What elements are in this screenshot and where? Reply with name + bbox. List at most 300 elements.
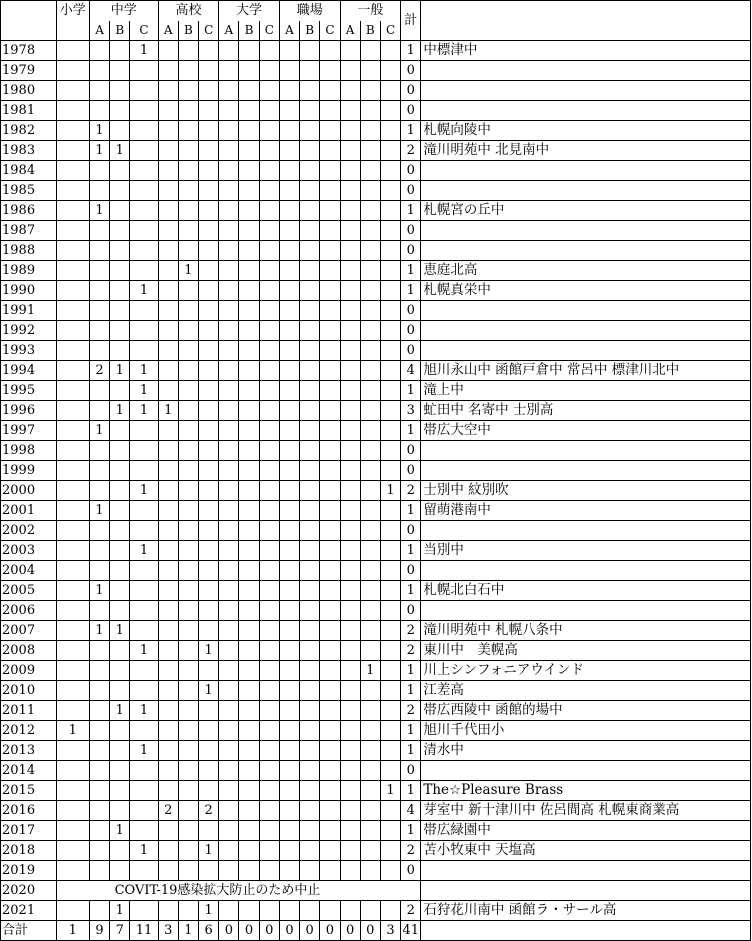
count-cell	[130, 781, 158, 801]
count-cell	[178, 481, 198, 501]
count-cell	[360, 601, 380, 621]
schools-cell	[421, 461, 751, 481]
count-cell	[110, 461, 130, 481]
count-cell	[380, 741, 400, 761]
header-group-ippan: 一般	[340, 1, 401, 22]
count-cell	[340, 621, 360, 641]
count-cell	[259, 781, 279, 801]
year-cell: 2004	[1, 561, 57, 581]
count-cell	[300, 901, 320, 921]
count-cell	[89, 461, 109, 481]
count-cell	[56, 81, 89, 101]
count-cell	[300, 301, 320, 321]
table-row	[1, 541, 751, 561]
count-cell	[279, 841, 299, 861]
count-cell	[320, 261, 340, 281]
count-cell	[239, 441, 259, 461]
count-cell	[89, 601, 109, 621]
count-cell	[110, 161, 130, 181]
row-total-cell: 1	[401, 661, 421, 681]
count-cell	[300, 201, 320, 221]
header-sub-a: A	[340, 21, 360, 41]
count-cell	[199, 261, 219, 281]
count-cell	[360, 81, 380, 101]
count-cell	[380, 541, 400, 561]
count-cell	[300, 81, 320, 101]
count-cell	[199, 461, 219, 481]
count-cell	[300, 861, 320, 881]
count-cell	[340, 381, 360, 401]
count-cell	[300, 181, 320, 201]
schools-cell: 川上シンフォニアウインド	[421, 661, 751, 681]
count-cell	[259, 401, 279, 421]
count-cell	[178, 641, 198, 661]
count-cell	[158, 381, 178, 401]
count-cell: 1	[89, 501, 109, 521]
count-cell	[219, 361, 239, 381]
count-cell	[89, 761, 109, 781]
count-cell	[259, 601, 279, 621]
count-cell	[279, 361, 299, 381]
count-cell	[89, 281, 109, 301]
row-total-cell: 1	[401, 781, 421, 801]
count-cell	[320, 661, 340, 681]
count-cell	[199, 601, 219, 621]
count-cell	[239, 741, 259, 761]
count-cell	[380, 241, 400, 261]
count-cell	[340, 421, 360, 441]
row-total-cell: 2	[401, 621, 421, 641]
count-cell	[178, 301, 198, 321]
count-cell	[320, 361, 340, 381]
year-cell: 1984	[1, 161, 57, 181]
table-row	[1, 161, 751, 181]
count-cell	[300, 461, 320, 481]
count-cell	[178, 361, 198, 381]
schools-cell: 留萌港南中	[421, 501, 751, 521]
count-cell	[219, 861, 239, 881]
count-cell	[158, 901, 178, 921]
count-cell	[279, 581, 299, 601]
count-cell	[158, 281, 178, 301]
count-cell	[130, 121, 158, 141]
count-cell	[89, 301, 109, 321]
count-cell	[340, 341, 360, 361]
schools-cell	[421, 881, 751, 901]
count-cell	[158, 261, 178, 281]
count-cell	[219, 381, 239, 401]
year-cell: 1985	[1, 181, 57, 201]
header-sub-c: C	[130, 21, 158, 41]
count-cell	[219, 681, 239, 701]
header-sub-c: C	[380, 21, 400, 41]
count-cell	[340, 301, 360, 321]
count-cell: 1	[110, 621, 130, 641]
count-cell: 1	[110, 361, 130, 381]
count-cell	[340, 561, 360, 581]
count-cell	[279, 601, 299, 621]
count-cell	[320, 861, 340, 881]
count-cell	[360, 701, 380, 721]
count-cell	[239, 521, 259, 541]
count-cell	[110, 581, 130, 601]
count-cell	[360, 201, 380, 221]
count-cell	[380, 61, 400, 81]
row-total-cell: 1	[401, 201, 421, 221]
count-cell	[279, 321, 299, 341]
count-cell	[219, 201, 239, 221]
count-cell	[320, 821, 340, 841]
count-cell	[360, 361, 380, 381]
count-cell	[300, 161, 320, 181]
schools-cell	[421, 161, 751, 181]
count-cell	[340, 781, 360, 801]
count-cell	[199, 81, 219, 101]
count-cell	[89, 701, 109, 721]
count-cell	[279, 661, 299, 681]
year-cell: 1978	[1, 41, 57, 61]
count-cell	[158, 321, 178, 341]
count-cell	[239, 261, 259, 281]
count-cell	[89, 801, 109, 821]
count-cell	[130, 441, 158, 461]
count-cell	[158, 541, 178, 561]
count-cell	[110, 781, 130, 801]
count-cell	[178, 81, 198, 101]
count-cell	[360, 801, 380, 821]
count-cell	[360, 281, 380, 301]
year-cell: 2014	[1, 761, 57, 781]
count-cell	[178, 221, 198, 241]
count-cell	[320, 581, 340, 601]
count-cell	[239, 561, 259, 581]
count-cell	[360, 301, 380, 321]
table-row	[1, 601, 751, 621]
count-cell	[320, 441, 340, 461]
count-cell	[130, 501, 158, 521]
count-cell	[380, 141, 400, 161]
count-cell	[320, 61, 340, 81]
table-row	[1, 841, 751, 861]
row-total-cell: 0	[401, 561, 421, 581]
count-cell	[158, 741, 178, 761]
count-cell	[300, 681, 320, 701]
count-cell	[320, 621, 340, 641]
count-cell	[178, 161, 198, 181]
row-total-cell: 0	[401, 861, 421, 881]
schools-cell	[421, 761, 751, 781]
count-cell	[178, 581, 198, 601]
count-cell	[178, 201, 198, 221]
count-cell	[56, 781, 89, 801]
year-cell: 2019	[1, 861, 57, 881]
count-cell	[110, 81, 130, 101]
grand-total-cell: 41	[401, 921, 421, 941]
column-total-cell: 1	[178, 921, 198, 941]
row-total-cell: 0	[401, 241, 421, 261]
count-cell	[320, 561, 340, 581]
count-cell	[360, 341, 380, 361]
count-cell: 1	[89, 121, 109, 141]
count-cell	[259, 841, 279, 861]
count-cell	[300, 341, 320, 361]
count-cell	[320, 841, 340, 861]
count-cell	[130, 581, 158, 601]
count-cell	[380, 121, 400, 141]
count-cell	[360, 621, 380, 641]
count-cell	[56, 861, 89, 881]
schools-cell: 東川中 美幌高	[421, 641, 751, 661]
count-cell	[239, 821, 259, 841]
count-cell	[110, 661, 130, 681]
count-cell	[340, 361, 360, 381]
count-cell	[320, 521, 340, 541]
header-sub-c: C	[259, 21, 279, 41]
table-row	[1, 221, 751, 241]
count-cell	[219, 621, 239, 641]
count-cell	[279, 541, 299, 561]
count-cell	[158, 681, 178, 701]
count-cell	[259, 361, 279, 381]
count-cell	[130, 161, 158, 181]
column-total-cell: 3	[380, 921, 400, 941]
row-total-cell: 1	[401, 741, 421, 761]
count-cell	[300, 401, 320, 421]
count-cell	[279, 521, 299, 541]
count-cell	[279, 481, 299, 501]
count-cell	[380, 441, 400, 461]
count-cell	[89, 741, 109, 761]
count-cell	[340, 161, 360, 181]
count-cell	[56, 401, 89, 421]
count-cell	[219, 601, 239, 621]
count-cell	[259, 901, 279, 921]
count-cell	[130, 721, 158, 741]
count-cell	[89, 181, 109, 201]
count-cell	[340, 641, 360, 661]
totals-label: 合計	[1, 921, 57, 941]
schools-cell: 帯広緑園中	[421, 821, 751, 841]
count-cell	[130, 461, 158, 481]
count-cell	[158, 101, 178, 121]
count-cell	[110, 541, 130, 561]
count-cell: 2	[158, 801, 178, 821]
count-cell	[56, 501, 89, 521]
count-cell: 1	[110, 901, 130, 921]
count-cell	[219, 641, 239, 661]
count-cell	[110, 321, 130, 341]
count-cell	[380, 821, 400, 841]
count-cell	[380, 561, 400, 581]
count-cell	[360, 261, 380, 281]
year-cell: 2020	[1, 881, 57, 901]
count-cell	[178, 341, 198, 361]
count-cell	[340, 701, 360, 721]
count-cell	[56, 301, 89, 321]
count-cell	[259, 541, 279, 561]
count-cell	[340, 541, 360, 561]
count-cell	[239, 201, 259, 221]
table-row	[1, 661, 751, 681]
count-cell	[56, 601, 89, 621]
row-total-cell: 0	[401, 161, 421, 181]
count-cell	[340, 521, 360, 541]
count-cell	[340, 181, 360, 201]
count-cell	[199, 781, 219, 801]
count-cell	[199, 421, 219, 441]
count-cell: 1	[89, 141, 109, 161]
count-cell	[360, 561, 380, 581]
header-group-shokuba: 職場	[279, 1, 340, 22]
count-cell	[380, 161, 400, 181]
count-cell	[279, 621, 299, 641]
count-cell	[239, 381, 259, 401]
count-cell	[380, 701, 400, 721]
table-row	[1, 861, 751, 881]
count-cell	[178, 681, 198, 701]
count-cell	[340, 281, 360, 301]
count-cell	[199, 621, 219, 641]
count-cell	[340, 681, 360, 701]
schools-cell	[421, 221, 751, 241]
table-row	[1, 261, 751, 281]
count-cell	[279, 741, 299, 761]
count-cell	[259, 221, 279, 241]
count-cell	[110, 101, 130, 121]
count-cell	[56, 361, 89, 381]
row-total-cell: 0	[401, 761, 421, 781]
count-cell	[178, 101, 198, 121]
count-cell	[158, 121, 178, 141]
count-cell	[279, 801, 299, 821]
count-cell	[89, 841, 109, 861]
schools-cell	[421, 241, 751, 261]
count-cell	[300, 321, 320, 341]
count-cell	[380, 521, 400, 541]
count-cell	[56, 821, 89, 841]
count-cell	[199, 381, 219, 401]
count-cell	[219, 181, 239, 201]
count-cell	[158, 781, 178, 801]
table-row	[1, 321, 751, 341]
count-cell	[239, 581, 259, 601]
count-cell	[300, 541, 320, 561]
count-cell	[219, 261, 239, 281]
count-cell: 1	[89, 421, 109, 441]
count-cell	[219, 481, 239, 501]
schools-cell: 滝上中	[421, 381, 751, 401]
count-cell	[56, 181, 89, 201]
count-cell	[259, 321, 279, 341]
count-cell	[89, 561, 109, 581]
count-cell	[279, 641, 299, 661]
count-cell	[380, 661, 400, 681]
count-cell	[320, 81, 340, 101]
year-cell: 1989	[1, 261, 57, 281]
count-cell	[239, 41, 259, 61]
count-cell	[340, 141, 360, 161]
count-cell: 1	[199, 641, 219, 661]
count-cell: 1	[130, 381, 158, 401]
count-cell	[56, 161, 89, 181]
row-total-cell: 0	[401, 441, 421, 461]
count-cell	[300, 521, 320, 541]
count-cell	[199, 61, 219, 81]
count-cell	[130, 621, 158, 641]
count-cell	[340, 841, 360, 861]
count-cell	[279, 461, 299, 481]
count-cell	[239, 781, 259, 801]
count-cell	[360, 481, 380, 501]
year-cell: 1999	[1, 461, 57, 481]
table-row	[1, 421, 751, 441]
count-cell	[300, 61, 320, 81]
count-cell	[300, 241, 320, 261]
count-cell	[259, 461, 279, 481]
count-cell	[219, 461, 239, 481]
year-cell: 1979	[1, 61, 57, 81]
count-cell	[158, 721, 178, 741]
count-cell	[219, 341, 239, 361]
count-cell	[279, 61, 299, 81]
count-cell	[89, 381, 109, 401]
count-cell	[320, 101, 340, 121]
count-cell	[158, 361, 178, 381]
count-cell	[239, 901, 259, 921]
count-cell	[300, 121, 320, 141]
table-row-cancelled	[1, 881, 751, 901]
count-cell	[380, 361, 400, 381]
count-cell	[279, 41, 299, 61]
row-total-cell: 2	[401, 701, 421, 721]
count-cell	[158, 41, 178, 61]
column-total-cell: 0	[340, 921, 360, 941]
count-cell	[199, 661, 219, 681]
year-cell: 2017	[1, 821, 57, 841]
count-cell	[89, 641, 109, 661]
count-cell	[380, 601, 400, 621]
count-cell	[239, 361, 259, 381]
count-cell	[320, 541, 340, 561]
year-cell: 2009	[1, 661, 57, 681]
table-row	[1, 441, 751, 461]
count-cell	[110, 761, 130, 781]
table-row	[1, 901, 751, 921]
count-cell	[56, 621, 89, 641]
column-total-cell: 0	[300, 921, 320, 941]
count-cell	[340, 441, 360, 461]
count-cell	[259, 681, 279, 701]
year-cell: 1992	[1, 321, 57, 341]
count-cell	[56, 341, 89, 361]
count-cell	[360, 681, 380, 701]
count-cell	[300, 661, 320, 681]
count-cell	[360, 241, 380, 261]
count-cell	[158, 301, 178, 321]
schools-cell	[421, 561, 751, 581]
count-cell	[279, 341, 299, 361]
count-cell	[199, 581, 219, 601]
count-cell: 1	[89, 621, 109, 641]
row-total-cell: 1	[401, 261, 421, 281]
count-cell	[178, 621, 198, 641]
header-sub-c: C	[320, 21, 340, 41]
table-row	[1, 481, 751, 501]
table-row	[1, 181, 751, 201]
count-cell	[219, 761, 239, 781]
count-cell	[130, 861, 158, 881]
count-cell	[300, 581, 320, 601]
